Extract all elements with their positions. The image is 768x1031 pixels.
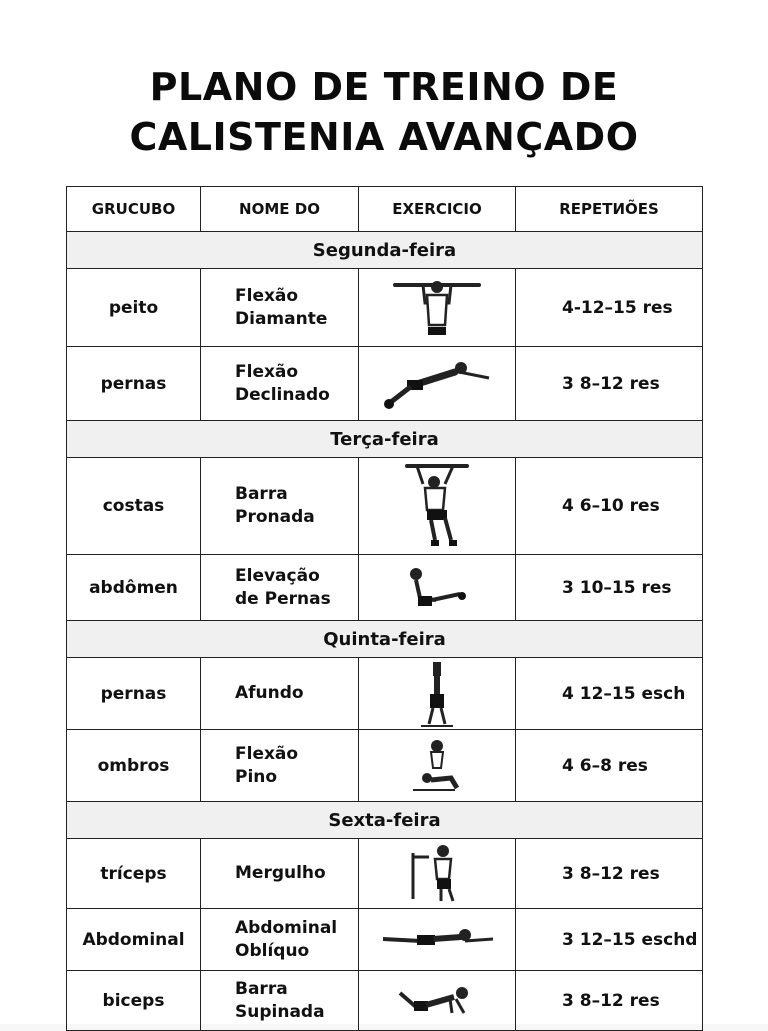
- exercise-figure-cell: [359, 347, 516, 421]
- exercise-name: [201, 971, 359, 1031]
- exercise-name-line: Oblíquo: [235, 940, 310, 961]
- exercise-figure-cell: [359, 555, 516, 621]
- table-row: [67, 347, 703, 421]
- exercise-name-line: Mergulho: [235, 863, 326, 883]
- day-row: [67, 232, 703, 269]
- muscle-group: Abdominal: [67, 909, 201, 971]
- pike-figure-icon: [405, 734, 469, 798]
- column-header: GRUCUBO: [67, 187, 201, 232]
- column-header: NOME DO: [201, 187, 359, 232]
- table-row: [67, 658, 703, 730]
- exercise-figure-cell: [359, 909, 516, 971]
- exercise-name-line: Elevação: [235, 565, 320, 586]
- muscle-group: abdômen: [67, 555, 201, 621]
- exercise-figure-cell: [359, 839, 516, 909]
- page-title: [0, 62, 768, 162]
- exercise-name-line: Barra: [235, 484, 288, 504]
- workout-table: [66, 186, 703, 1031]
- table-row: [67, 555, 703, 621]
- column-header: REPETИÕES: [516, 187, 703, 232]
- exercise-name-line: Flexão: [235, 743, 299, 764]
- muscle-group: pernas: [67, 658, 201, 730]
- day-label: Sexta-feira: [67, 802, 703, 839]
- reps-value: 4 6–8 res: [516, 730, 703, 802]
- reps-value: 4 12–15 esch: [516, 658, 703, 730]
- day-label: Quinta-feira: [67, 621, 703, 658]
- exercise-name: [201, 658, 359, 730]
- table-row: [67, 269, 703, 347]
- reps-value: 3 12–15 eschd: [516, 909, 703, 971]
- muscle-group: costas: [67, 458, 201, 555]
- day-row: [67, 802, 703, 839]
- dip-figure-icon: [407, 843, 467, 905]
- reps-value: 4-12–15 res: [516, 269, 703, 347]
- table-header-row: [67, 187, 703, 232]
- hanging-bar-figure-icon: [387, 458, 487, 554]
- exercise-name: [201, 458, 359, 555]
- leg-raise-figure-icon: [402, 562, 472, 614]
- exercise-name-line: Supinada: [235, 1001, 325, 1022]
- exercise-figure-cell: [359, 458, 516, 555]
- table-row: [67, 971, 703, 1031]
- day-row: [67, 621, 703, 658]
- day-label: Terça-feira: [67, 421, 703, 458]
- reps-value: 3 10–15 res: [516, 555, 703, 621]
- reps-value: 3 8–12 res: [516, 839, 703, 909]
- muscle-group: pernas: [67, 347, 201, 421]
- exercise-figure-cell: [359, 730, 516, 802]
- exercise-name-line: de Pernas: [235, 588, 331, 609]
- exercise-name: [201, 909, 359, 971]
- exercise-name: [201, 269, 359, 347]
- reps-value: 3 8–12 res: [516, 971, 703, 1031]
- title-line-2: CALISTENIA AVANÇADO: [129, 115, 639, 159]
- column-header: EXERCICIO: [359, 187, 516, 232]
- muscle-group: tríceps: [67, 839, 201, 909]
- exercise-name-line: Flexão: [235, 361, 299, 382]
- pull-up-figure-icon: [387, 273, 487, 343]
- planche-figure-icon: [377, 354, 497, 414]
- day-row: [67, 421, 703, 458]
- exercise-name-line: Abdominal: [235, 917, 338, 938]
- muscle-group: biceps: [67, 971, 201, 1031]
- exercise-figure-cell: [359, 269, 516, 347]
- plank-figure-icon: [377, 925, 497, 955]
- pushup-figure-icon: [392, 983, 482, 1019]
- reps-value: 4 6–10 res: [516, 458, 703, 555]
- reps-value: 3 8–12 res: [516, 347, 703, 421]
- exercise-name-line: Diamante: [235, 308, 328, 329]
- table-row: [67, 730, 703, 802]
- day-label: Segunda-feira: [67, 232, 703, 269]
- exercise-name: [201, 555, 359, 621]
- handstand-figure-icon: [417, 660, 457, 728]
- exercise-name: [201, 730, 359, 802]
- exercise-name-line: Barra: [235, 978, 288, 999]
- exercise-name: [201, 839, 359, 909]
- exercise-name: [201, 347, 359, 421]
- exercise-name-line: Pronada: [235, 507, 315, 527]
- muscle-group: peito: [67, 269, 201, 347]
- table-row: [67, 458, 703, 555]
- table-row: [67, 839, 703, 909]
- muscle-group: ombros: [67, 730, 201, 802]
- exercise-name-line: Pino: [235, 766, 278, 787]
- table-row: [67, 909, 703, 971]
- exercise-name-line: Afundo: [235, 683, 304, 703]
- title-line-1: PLANO DE TREINO DE: [149, 65, 619, 109]
- exercise-figure-cell: [359, 971, 516, 1031]
- exercise-name-line: Declinado: [235, 384, 330, 405]
- exercise-figure-cell: [359, 658, 516, 730]
- exercise-name-line: Flexão: [235, 285, 299, 306]
